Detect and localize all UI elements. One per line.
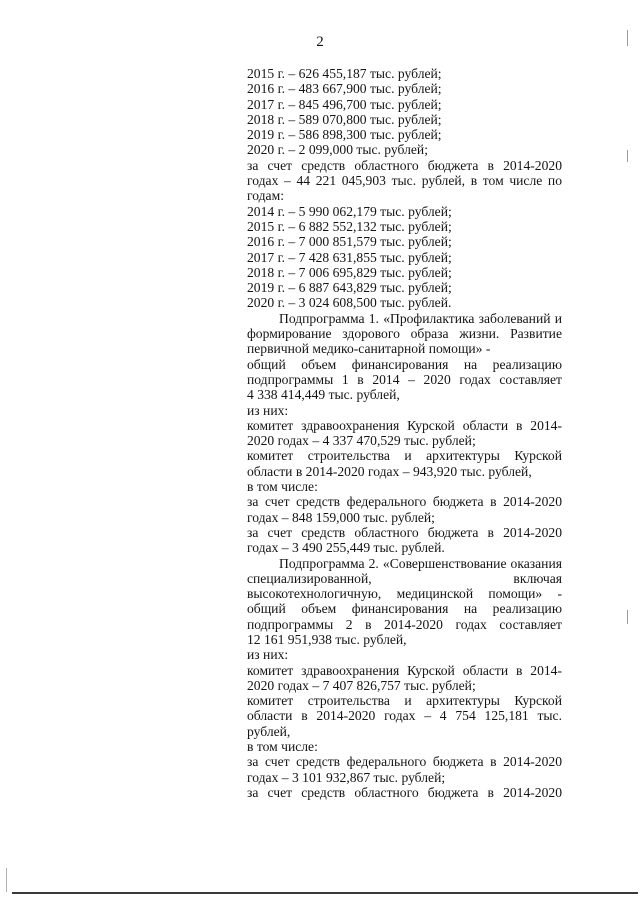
text-line: 2016 г. – 7 000 851,579 тыс. рублей; <box>247 234 452 250</box>
text-line: за счет средств областного бюджета в 2014-2020 <box>247 524 562 540</box>
text-line: из них: <box>247 647 289 663</box>
text-line: в том числе: <box>247 479 318 495</box>
text-line: годах – 848 159,000 тыс. рублей; <box>247 509 435 525</box>
text-line: 2020 г. – 2 099,000 тыс. рублей; <box>247 142 428 158</box>
text-line: за счет средств областного бюджета в 2014-2020 <box>247 784 562 800</box>
text-line: 2019 г. – 6 887 643,829 тыс. рублей; <box>247 280 452 296</box>
text-line: Подпрограмма 2. «Совершенствование оказания <box>279 555 562 571</box>
page-bottom-edge <box>12 892 638 894</box>
scan-artifact-mark <box>627 150 628 162</box>
text-line: общий объем финансирования на реализацию <box>247 356 562 372</box>
text-line: 2019 г. – 586 898,300 тыс. рублей; <box>247 127 442 143</box>
text-line: 2020 годах – 4 337 470,529 тыс. рублей; <box>247 433 476 449</box>
scan-artifact-mark <box>6 868 7 892</box>
text-line: 2017 г. – 7 428 631,855 тыс. рублей; <box>247 249 452 265</box>
text-line: общий объем финансирования на реализацию <box>247 601 562 617</box>
text-line: комитет строительства и архитектуры Курской <box>247 693 562 709</box>
text-line: 2018 г. – 7 006 695,829 тыс. рублей; <box>247 264 452 280</box>
text-line: рублей, <box>247 723 291 739</box>
text-line: годах – 44 221 045,903 тыс. рублей, в том числе по <box>247 173 562 189</box>
document-body <box>247 66 562 800</box>
text-line: за счет средств федерального бюджета в 2014-2020 <box>247 494 562 510</box>
page-number: 2 <box>316 34 324 50</box>
text-line: подпрограммы 2 в 2014-2020 годах составляет <box>247 616 562 632</box>
text-line: годам: <box>247 188 284 204</box>
text-line: в том числе: <box>247 739 318 755</box>
text-line: области в 2014-2020 годах – 943,920 тыс. рублей, <box>247 463 532 479</box>
text-line: годах – 3 101 932,867 тыс. рублей; <box>247 769 446 785</box>
text-line: 2014 г. – 5 990 062,179 тыс. рублей; <box>247 203 452 219</box>
text-line: из них: <box>247 402 289 418</box>
text-line: 2017 г. – 845 496,700 тыс. рублей; <box>247 96 442 112</box>
text-line: области в 2014-2020 годах – 4 754 125,181 тыс. <box>247 708 562 724</box>
text-line: 2018 г. – 589 070,800 тыс. рублей; <box>247 111 442 127</box>
text-line: Подпрограмма 1. «Профилактика заболеваний и <box>279 310 562 326</box>
text-line: 2020 г. – 3 024 608,500 тыс. рублей. <box>247 295 452 311</box>
scan-artifact-mark <box>627 610 628 624</box>
text-line: формирование здорового образа жизни. Развитие <box>247 326 562 342</box>
text-line: годах – 3 490 255,449 тыс. рублей. <box>247 540 445 556</box>
text-line: 2020 годах – 7 407 826,757 тыс. рублей; <box>247 677 476 693</box>
text-line: 2015 г. – 626 455,187 тыс. рублей; <box>247 66 442 81</box>
text-line: за счет средств федерального бюджета в 2014-2020 <box>247 754 562 770</box>
text-line: 2016 г. – 483 667,900 тыс. рублей; <box>247 81 442 97</box>
text-line: подпрограммы 1 в 2014 – 2020 годах составляет <box>247 371 562 387</box>
text-line: за счет средств областного бюджета в 2014-2020 <box>247 157 562 173</box>
text-line: комитет здравоохранения Курской области в 2014- <box>247 417 562 433</box>
scan-artifact-mark <box>627 30 628 46</box>
text-line: высокотехнологичную, медицинской помощи» - <box>247 586 562 602</box>
text-line: комитет строительства и архитектуры Курской <box>247 448 562 464</box>
text-line: 12 161 951,938 тыс. рублей, <box>247 631 407 647</box>
text-line: первичной медико-санитарной помощи» - <box>247 341 491 357</box>
text-line: специализированной, включая <box>247 570 562 586</box>
text-line: комитет здравоохранения Курской области в 2014- <box>247 662 562 678</box>
text-line: 4 338 414,449 тыс. рублей, <box>247 387 400 403</box>
text-line: 2015 г. – 6 882 552,132 тыс. рублей; <box>247 218 452 234</box>
